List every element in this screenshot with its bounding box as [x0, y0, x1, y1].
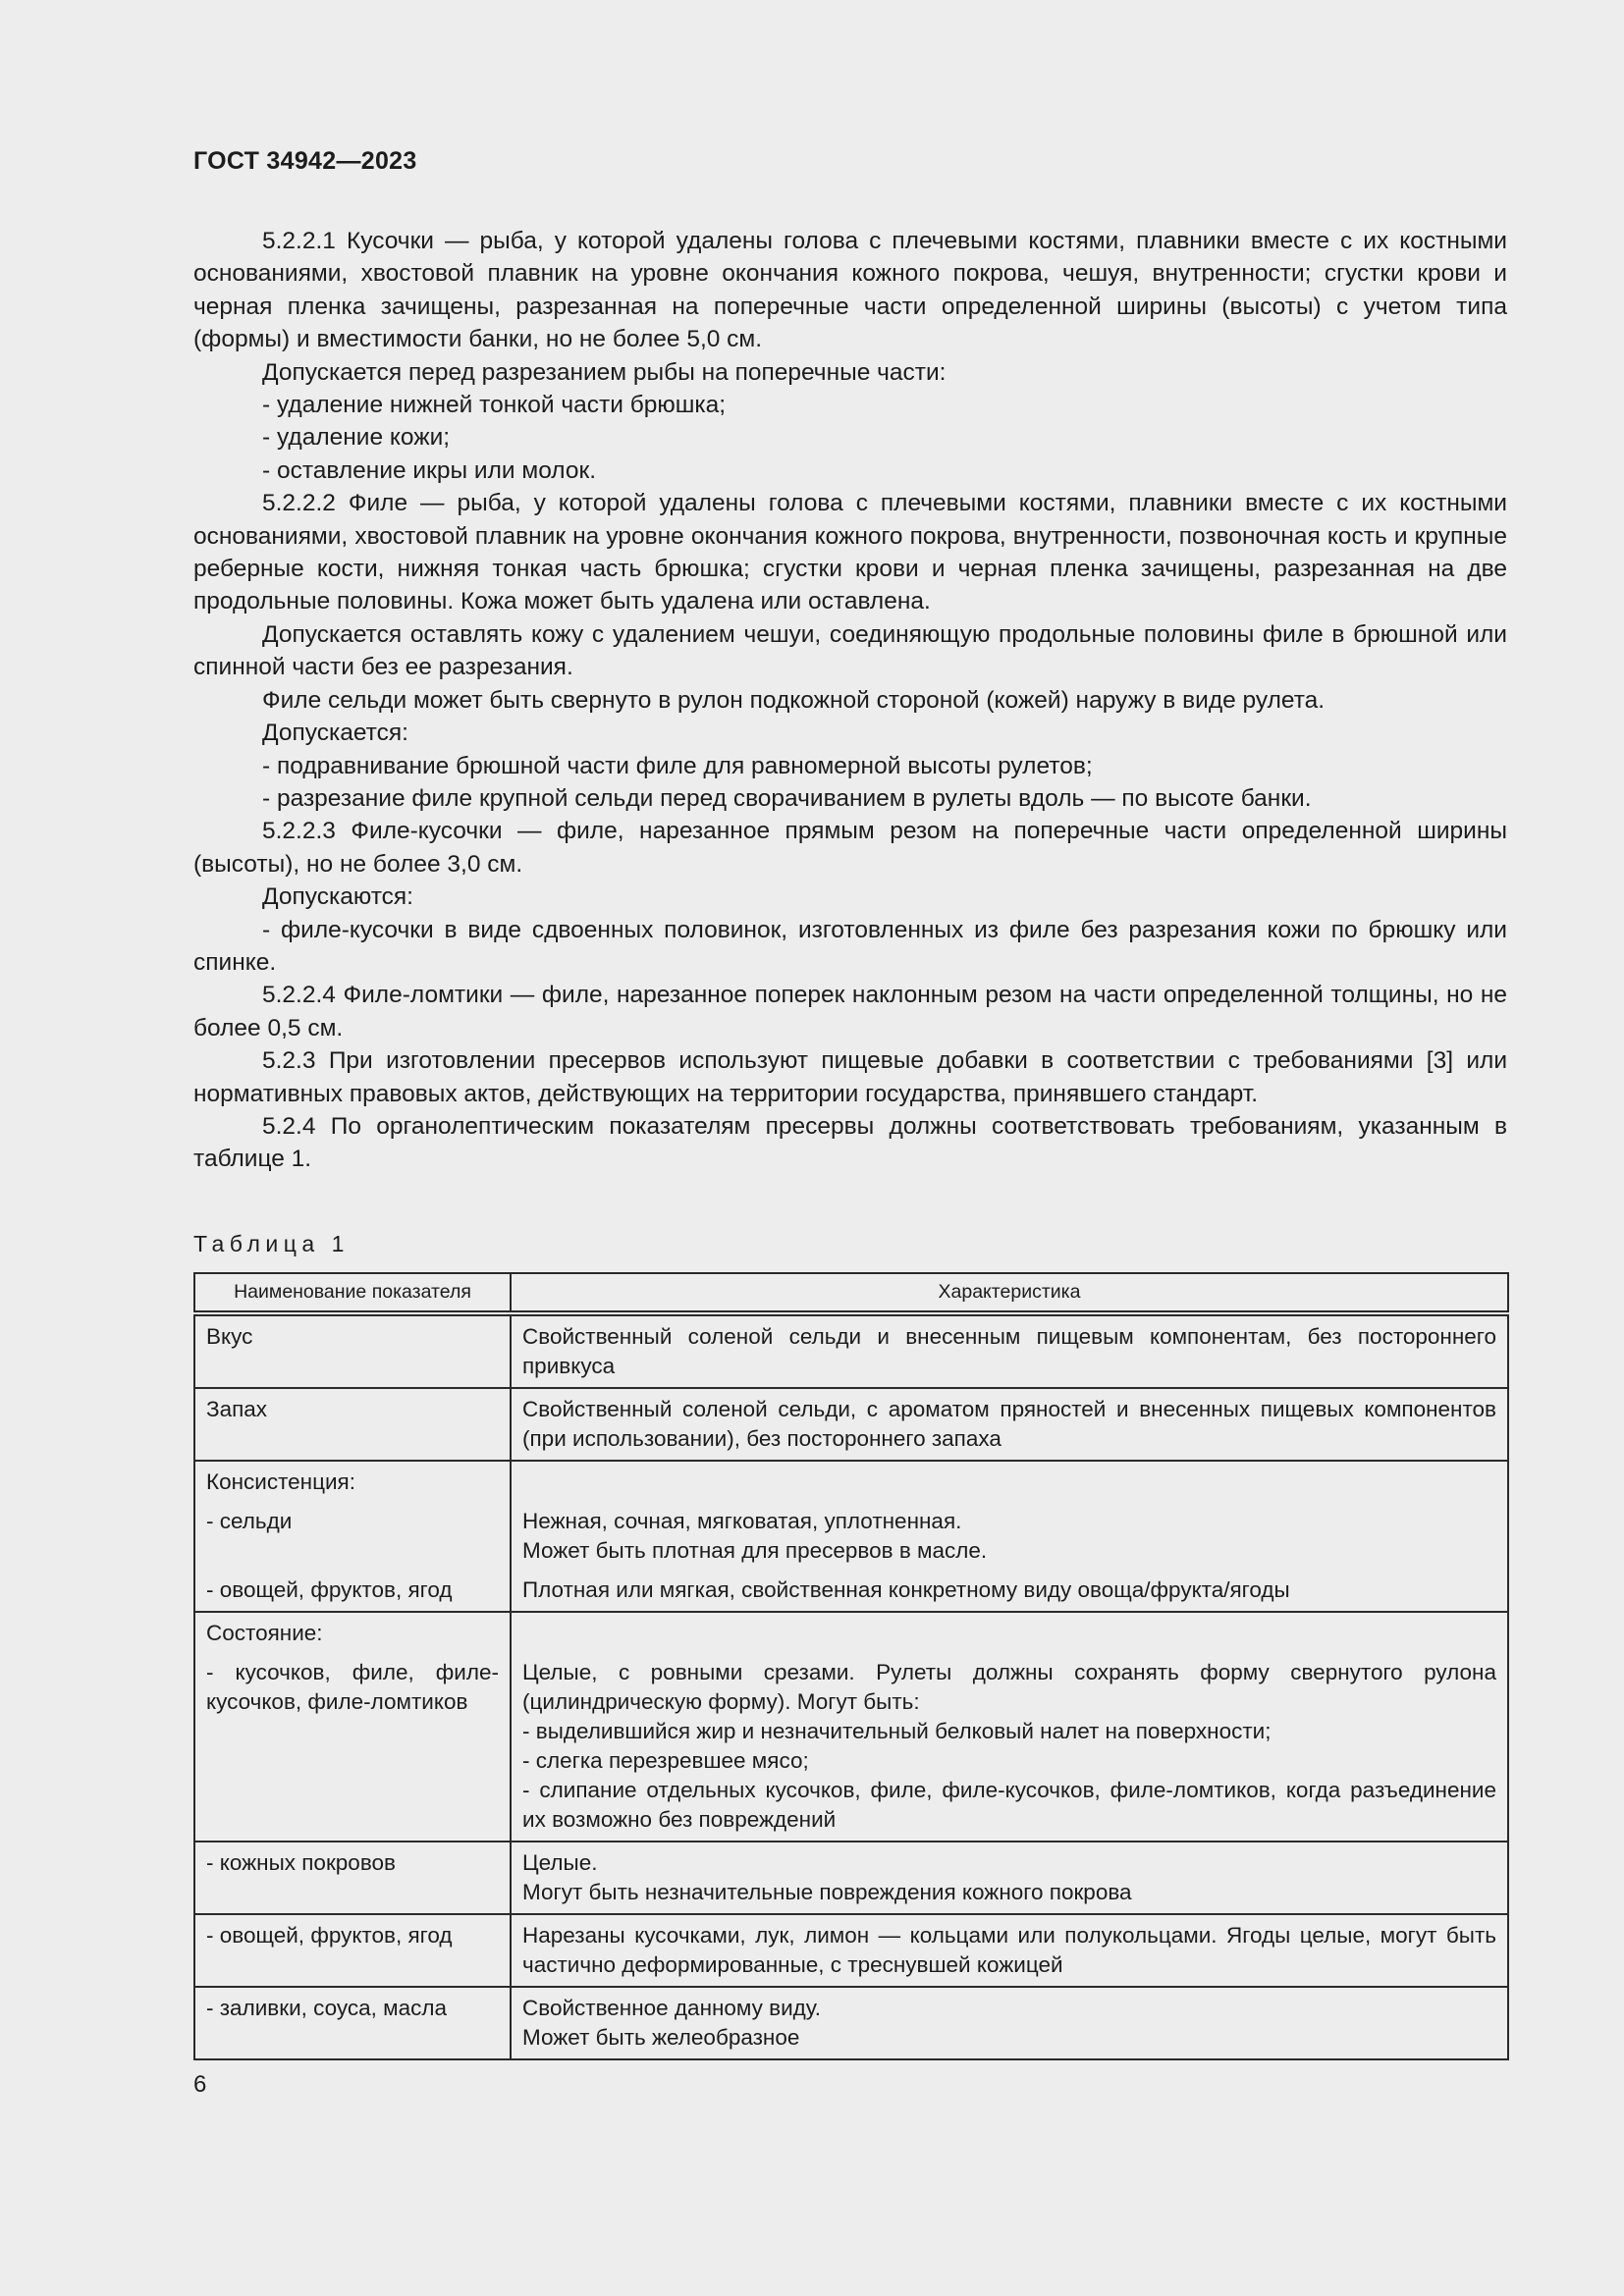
paragraph: Филе сельди может быть свернуто в рулон подкожной стороной (кожей) наружу в виде рулета.	[262, 686, 1326, 714]
sub-indicator: - кусочков, филе, филе-кусочков, филе-ломтиков	[206, 1660, 499, 1714]
indicator-value	[511, 1842, 1508, 1914]
paragraph: 5.2.2.2 Филе — рыба, у которой удалены голова с плечевыми костями, плавники вместе с их костными основаниями, хвостовой плавник на уровне окончания кожного покрова, внутренности, позвоночная кость и крупные реберные кости, нижняя тонкая часть брюшка; сгустки крови и черная пленка зачищены, разрезанная на две продольные половины. Кожа может быть удалена или оставлена.	[193, 490, 1507, 615]
sub-value: - выделившийся жир и незначительный белковый налет на поверхности;	[522, 1719, 1272, 1743]
sub-indicator: - кожных покровов	[194, 1842, 511, 1914]
group-title: Состояние:	[206, 1621, 323, 1645]
table-row	[194, 1313, 1508, 1388]
sub-indicator: - сельди	[206, 1509, 293, 1533]
table-header-row	[194, 1273, 1508, 1313]
indicator-group	[194, 1612, 511, 1842]
table-row	[194, 1388, 1508, 1461]
indicator-name: Вкус	[194, 1313, 511, 1388]
sub-indicator: - овощей, фруктов, ягод	[194, 1914, 511, 1987]
sub-value: Нежная, сочная, мягковатая, уплотненная.	[522, 1509, 962, 1533]
table-row	[194, 1461, 1508, 1612]
list-item: - подравнивание брюшной части филе для равномерной высоты рулетов;	[262, 752, 1093, 779]
sub-value: Может быть плотная для пресервов в масле.	[522, 1538, 988, 1563]
sub-value: - слипание отдельных кусочков, филе, филе-кусочков, филе-ломтиков, когда разъединение их возможно без повреждений	[522, 1778, 1496, 1832]
group-title: Консистенция:	[206, 1469, 355, 1494]
table-row	[194, 1914, 1508, 1987]
document-code-header: ГОСТ 34942—2023	[193, 147, 417, 175]
column-header-indicator: Наименование показателя	[194, 1273, 511, 1313]
sub-value: Может быть желеобразное	[522, 2025, 800, 2050]
sub-value: Плотная или мягкая, свойственная конкретному виду овоща/фрукта/ягоды	[522, 1577, 1290, 1602]
page-number: 6	[193, 2071, 207, 2098]
table-row	[194, 1842, 1508, 1914]
column-header-characteristic: Характеристика	[511, 1273, 1508, 1313]
indicator-value: Свойственный соленой сельди и внесенным пищевым компонентам, без постороннего привкуса	[511, 1313, 1508, 1388]
indicator-value	[511, 1987, 1508, 2059]
sub-indicator: - овощей, фруктов, ягод	[206, 1577, 453, 1602]
paragraph: 5.2.3 При изготовлении пресервов используют пищевые добавки в соответствии с требованиями [3] или нормативных правовых актов, действующих на территории государства, принявшего стандарт.	[193, 1047, 1507, 1107]
list-item: - удаление кожи;	[262, 424, 451, 452]
indicator-name: Запах	[194, 1388, 511, 1461]
list-item: - разрезание филе крупной сельди перед сворачиванием в рулеты вдоль — по высоте банки.	[262, 784, 1312, 812]
sub-value: Целые, с ровными срезами. Рулеты должны сохранять форму свернутого рулона (цилиндрическую форму). Могут быть:	[522, 1660, 1496, 1714]
indicator-group-values	[511, 1612, 1508, 1842]
table-caption: Таблица 1	[193, 1231, 350, 1256]
list-item: - филе-кусочки в виде сдвоенных половинок, изготовленных из филе без разрезания кожи по брюшку или спинке.	[193, 916, 1507, 976]
body-text	[193, 225, 1507, 1176]
sub-value: - слегка перезревшее мясо;	[522, 1748, 809, 1773]
paragraph: 5.2.2.3 Филе-кусочки — филе, нарезанное прямым резом на поперечные части определенной ширины (высоты), но не более 3,0 см.	[193, 818, 1507, 878]
indicator-group-values	[511, 1461, 1508, 1612]
paragraph: Допускается оставлять кожу с удалением чешуи, соединяющую продольные половины филе в брюшной или спинной части без ее разрезания.	[193, 620, 1507, 681]
organoleptic-table	[193, 1272, 1509, 2060]
indicator-value: Нарезаны кусочками, лук, лимон — кольцами или полукольцами. Ягоды целые, могут быть частично деформированные, с треснувшей кожицей	[511, 1914, 1508, 1987]
paragraph: Допускается перед разрезанием рыбы на поперечные части:	[262, 358, 947, 386]
paragraph: Допускаются:	[262, 883, 413, 911]
sub-value: Могут быть незначительные повреждения кожного покрова	[522, 1880, 1132, 1904]
paragraph: 5.2.2.4 Филе-ломтики — филе, нарезанное поперек наклонным резом на части определенной толщины, но не более 0,5 см.	[193, 982, 1507, 1041]
paragraph: 5.2.2.1 Кусочки — рыба, у которой удалены голова с плечевыми костями, плавники вместе с их костными основаниями, хвостовой плавник на уровне окончания кожного покрова, чешуя, внутренности; сгустки крови и черная пленка зачищены, разрезанная на поперечные части определенной ширины (высоты) с учетом типа (формы) и вместимости банки, но не более 5,0 см.	[193, 228, 1507, 353]
table-row	[194, 1612, 1508, 1842]
indicator-value: Свойственный соленой сельди, с ароматом пряностей и внесенных пищевых компонентов (при использовании), без постороннего запаха	[511, 1388, 1508, 1461]
table-row	[194, 1987, 1508, 2059]
sub-value: Свойственное данному виду.	[522, 1996, 822, 2020]
paragraph: Допускается:	[262, 720, 408, 747]
sub-value: Целые.	[522, 1850, 598, 1875]
indicator-group	[194, 1461, 511, 1612]
paragraph: 5.2.4 По органолептическим показателям пресервы должны соответствовать требованиям, указанным в таблице 1.	[193, 1112, 1507, 1173]
list-item: - оставление икры или молок.	[262, 456, 597, 484]
list-item: - удаление нижней тонкой части брюшка;	[262, 392, 727, 419]
sub-indicator: - заливки, соуса, масла	[194, 1987, 511, 2059]
